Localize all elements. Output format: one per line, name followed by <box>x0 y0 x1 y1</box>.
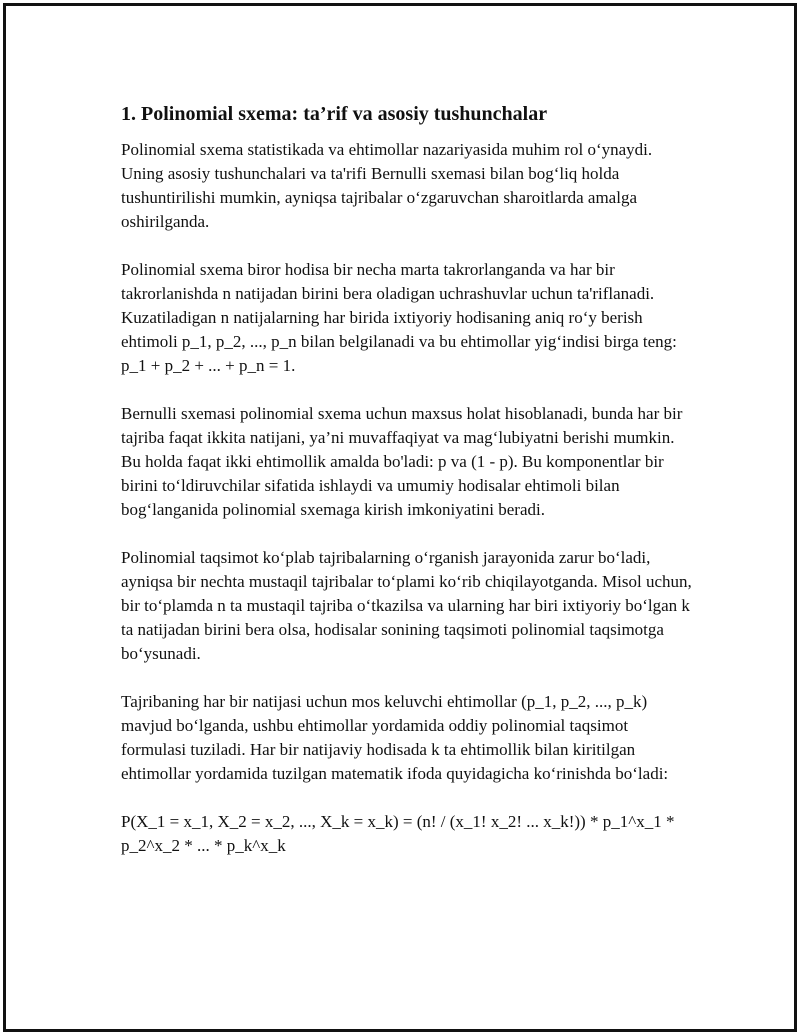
paragraph-definition: Polinomial sxema biror hodisa bir necha marta takrorlanganda va har bir takrorlanishda n natijadan birini bera oladigan uchrashuvlar uchun ta'riflanadi. Kuzatiladigan n natijalarning har birida ixtiyoriy hodisaning aniq ro‘y berish ehtimoli p_1, p_2, ..., p_n bilan belgilanadi va bu ehtimollar yig‘indisi birga teng: p_1 + p_2 + ... + p_n = 1. <box>121 260 677 375</box>
paragraph-formula-intro: Tajribaning har bir natijasi uchun mos keluvchi ehtimollar (p_1, p_2, ..., p_k) mavjud bo‘lganda, ushbu ehtimollar yordamida oddiy polinomial taqsimot formulasi tuziladi. Har bir natijaviy hodisada k ta ehtimollik bilan kiritilgan ehtimollar yordamida tuzilgan matematik ifoda quyidagicha ko‘rinishda bo‘ladi: <box>121 692 669 783</box>
paragraph-intro: Polinomial sxema statistikada va ehtimollar nazariyasida muhim rol o‘ynaydi. Uning asosiy tushunchalari va ta'rifi Bernulli sxemasi bilan bog‘liq holda tushuntirilishi mumkin, ayniqsa tajribalar o‘zgaruvchan sharoitlarda amalga oshirilganda. <box>121 140 653 231</box>
paragraph-bernoulli: Bernulli sxemasi polinomial sxema uchun maxsus holat hisoblanadi, bunda har bir tajriba faqat ikkita natijani, ya’ni muvaffaqiyat va mag‘lubiyatni berishi mumkin. Bu holda faqat ikki ehtimollik amalda bo'ladi: p va (1 - p). Bu komponentlar bir birini to‘ldiruvchilar sifatida ishlaydi va umumiy hodisalar ehtimoli bilan bog‘langanida polinomial sxemaga kirish imkoniyatini beradi. <box>121 404 683 519</box>
paragraph-distribution: Polinomial taqsimot ko‘plab tajribalarning o‘rganish jarayonida zarur bo‘ladi, ayniqsa bir nechta mustaqil tajribalar to‘plami ko‘rib chiqilayotganda. Misol uchun, bir to‘plamda n ta mustaqil tajriba o‘tkazilsa va ularning har biri ixtiyoriy bo‘lgan k ta natijadan birini bera olsa, hodisalar sonining taqsimoti polinomial taqsimotga bo‘ysunadi. <box>121 548 692 663</box>
document-content <box>121 98 696 858</box>
multinomial-formula: P(X_1 = x_1, X_2 = x_2, ..., X_k = x_k) = (n! / (x_1! x_2! ... x_k!)) * p_1^x_1 * p_2^x_2 * ... * p_k^x_k <box>121 812 675 855</box>
section-heading: 1. Polinomial sxema: ta’rif va asosiy tushunchalar <box>121 103 548 125</box>
page-frame <box>3 3 797 1032</box>
